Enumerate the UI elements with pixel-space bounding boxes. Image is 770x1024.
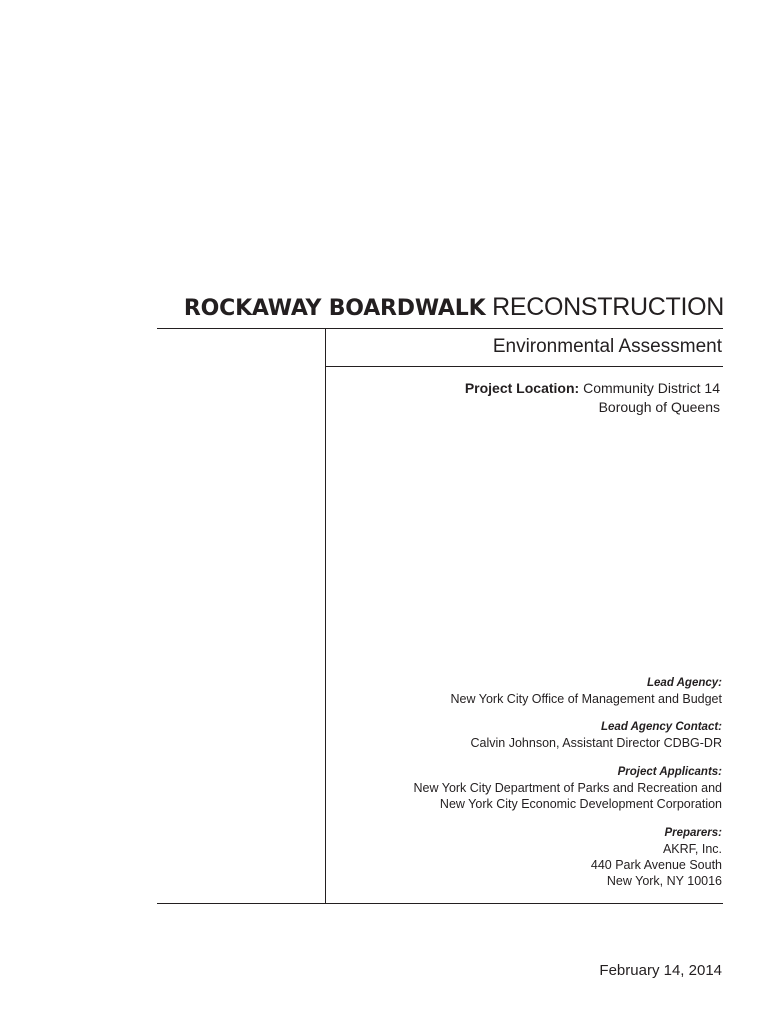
bottom-rule (157, 903, 723, 904)
lead-agency-heading: Lead Agency: (647, 677, 722, 689)
project-location-district: Community District 14 (583, 380, 720, 396)
title-rule (157, 328, 723, 329)
project-location-label: Project Location: (464, 380, 580, 396)
title-light: RECONSTRUCTION (492, 293, 724, 321)
document-subtitle: Environmental Assessment (492, 336, 722, 357)
project-applicants-heading: Project Applicants: (617, 766, 722, 778)
lead-agency-contact-block (471, 720, 722, 751)
lead-agency-contact-name: Calvin Johnson, Assistant Director CDBG-DR (470, 736, 722, 750)
document-title (176, 292, 724, 324)
preparers-block (591, 826, 722, 889)
preparer-street: 440 Park Avenue South (590, 858, 722, 872)
document-date: February 14, 2014 (599, 962, 722, 979)
project-location (465, 379, 720, 417)
lead-agency-name: New York City Office of Management and Budget (450, 692, 722, 706)
subtitle-rule (325, 366, 723, 367)
preparers-heading: Preparers: (664, 827, 722, 839)
preparer-name: AKRF, Inc. (662, 842, 722, 856)
project-applicants-block (414, 765, 723, 812)
project-applicant-1: New York City Department of Parks and Recreation and (413, 781, 722, 795)
project-applicant-2: New York City Economic Development Corporation (439, 797, 722, 811)
lead-agency-contact-heading: Lead Agency Contact: (601, 721, 722, 733)
left-column-rule (325, 328, 326, 904)
preparer-city: New York, NY 10016 (606, 874, 722, 888)
lead-agency-block (451, 676, 722, 707)
title-bold: ROCKAWAY BOARDWALK (183, 296, 486, 321)
project-location-borough: Borough of Queens (598, 399, 720, 415)
